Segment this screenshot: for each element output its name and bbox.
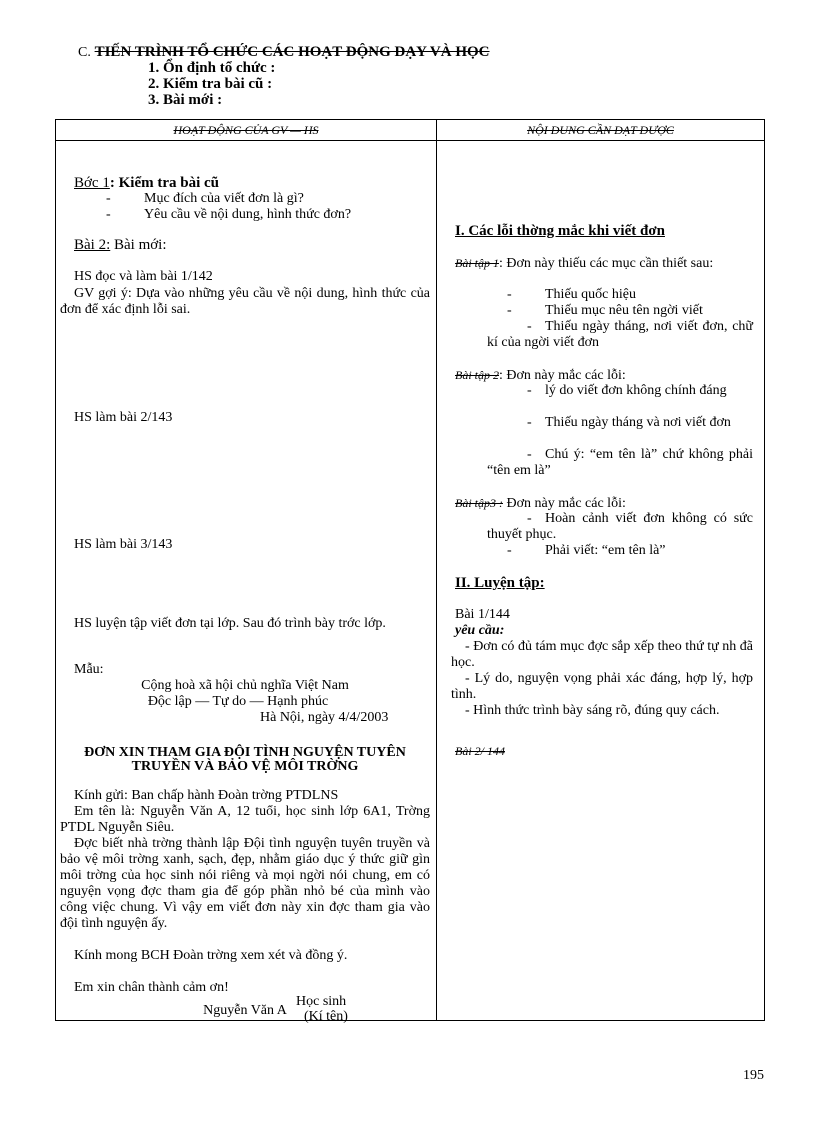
col-right-header: NỘI DUNG CẦN ĐẠT ĐƯỢC <box>437 120 765 141</box>
ex2-text: Bài tập 2: Đơn này mắc các lỗi: <box>455 368 626 383</box>
ex2-item: - Thiếu ngày tháng và nơi viết đơn <box>527 415 731 430</box>
ex3-text: Bài tập3 : Đơn này mắc các lỗi: <box>455 496 626 511</box>
ex1-item: - Thiếu ngày tháng, nơi viết đơn, chữ kí của ngời viết đơn <box>487 319 753 350</box>
hs-3143: HS làm bài 3/143 <box>74 537 173 552</box>
sign-line-2: (Kí tên) <box>304 1009 348 1024</box>
section1-title: I. Các lỗi thờng mắc khi viết đơn <box>455 223 665 239</box>
step1-title: : Kiểm tra bài cũ <box>109 175 220 191</box>
ex1-text: Bài tập 1: Đơn này thiếu các mục cần thiết sau: <box>455 256 714 271</box>
letter-thanks: Em xin chân thành cảm ơn! <box>74 980 229 995</box>
ex2-item: - Chú ý: “em tên là” chứ không phải “tên em là” <box>487 447 753 478</box>
step-2: 2. Kiểm tra bài cũ : <box>148 76 273 92</box>
lesson-table <box>55 119 765 1024</box>
practice-text: HS luyện tập viết đơn tại lớp. Sau đó trình bày trớc lớp. <box>74 616 386 631</box>
place-date: Hà Nội, ngày 4/4/2003 <box>260 710 389 725</box>
step1-label: Bớc 1 <box>74 175 110 191</box>
step1-item: - Mục đích của viết đơn là gì? <box>106 191 304 206</box>
ex3-item: - Hoàn cảnh viết đơn không có sức thuyết phục. <box>487 511 753 542</box>
section-letter: C. <box>78 45 91 60</box>
req-label: yêu cầu: <box>455 623 505 638</box>
page-number: 195 <box>743 1068 764 1083</box>
step-3: 3. Bài mới : <box>148 92 223 108</box>
hs-2143: HS làm bài 2/143 <box>74 410 173 425</box>
letter-to: Kính gửi: Ban chấp hành Đoàn trờng PTDLNS <box>74 788 339 803</box>
ex2-item: - lý do viết đơn không chính đáng <box>527 383 727 398</box>
ex1-item: - Thiếu mục nêu tên ngời viết <box>507 303 703 318</box>
step2-heading <box>74 237 430 253</box>
motto-1: Cộng hoà xã hội chủ nghĩa Việt Nam <box>141 678 349 693</box>
section-heading <box>78 44 490 61</box>
letter-name: Em tên là: Nguyễn Văn A, 12 tuổi, học sinh lớp 6A1, Trờng PTDL Nguyễn Siêu. <box>60 804 430 835</box>
letter-request: Kính mong BCH Đoàn trờng xem xét và đồng ý. <box>74 948 348 963</box>
req-item: - Hình thức trình bày sáng rõ, đúng quy cách. <box>465 703 720 718</box>
b1-label: Bài 1/144 <box>455 607 510 622</box>
gv-hint: GV gợi ý: Dựa vào những yêu cầu về nội dung, hình thức của đơn để xác định lỗi sai. <box>60 286 430 317</box>
ex2-label: Bài tập 2 <box>455 368 499 382</box>
ex1-item: - Thiếu quốc hiệu <box>507 287 636 302</box>
sign-line-3: Nguyễn Văn A <box>203 1003 287 1018</box>
ex3-label: Bài tập3 : <box>455 496 503 510</box>
left-column <box>56 141 437 1024</box>
col-left-header: HOẠT ĐỘNG CỦA GV — HS <box>56 120 437 141</box>
letter-body: Đợc biết nhà trờng thành lập Đội tình nguyện tuyên truyền và bảo vệ môi trờng xanh, sạch, đẹp, nhằm giáo dục ý thức giữ gìn môi trờng của học sinh nói riêng và mọi ngời nói chung, em có nguyện vọng đợc tham gia để góp phần nhỏ bé của mình vào công việc chung. Vì vậy em viết đơn này xin đợc tham gia vào đội tình nguyện ấy. <box>60 836 430 931</box>
req-item: - Lý do, nguyện vọng phải xác đáng, hợp lý, hợp tình. <box>451 671 753 702</box>
motto-2: Độc lập — Tự do — Hạnh phúc <box>147 694 329 709</box>
letter-title: ĐƠN XIN THAM GIA ĐỘI TÌNH NGUYỆN TUYÊN TRUYỀN VÀ BẢO VỆ MÔI TRỜNG <box>84 745 406 774</box>
ex3-item: - Phải viết: “em tên là” <box>507 543 666 558</box>
ex1-label: Bài tập 1 <box>455 256 499 270</box>
section-title: TIẾN TRÌNH TỔ CHỨC CÁC HOẠT ĐỘNG DẠY VÀ HỌC <box>94 44 490 60</box>
step1-item: - Yêu cầu về nội dung, hình thức đơn? <box>106 207 352 222</box>
hs-1142: HS đọc và làm bài 1/142 <box>74 269 213 284</box>
sample-label: Mẫu: <box>74 662 104 677</box>
sign-line-1: Học sinh <box>296 994 347 1009</box>
step2-label: Bài 2: <box>74 237 111 253</box>
step-1: 1. Ổn định tổ chức : <box>148 60 276 76</box>
section2-title: II. Luyện tập: <box>455 575 545 591</box>
b2-label: Bài 2/ 144 <box>455 744 505 758</box>
step1-heading <box>74 175 430 191</box>
req-item: - Đơn có đủ tám mục đợc sắp xếp theo thứ tự nh đã học. <box>451 639 753 670</box>
step2-title: Bài mới: <box>114 237 167 253</box>
right-column <box>437 141 765 1021</box>
